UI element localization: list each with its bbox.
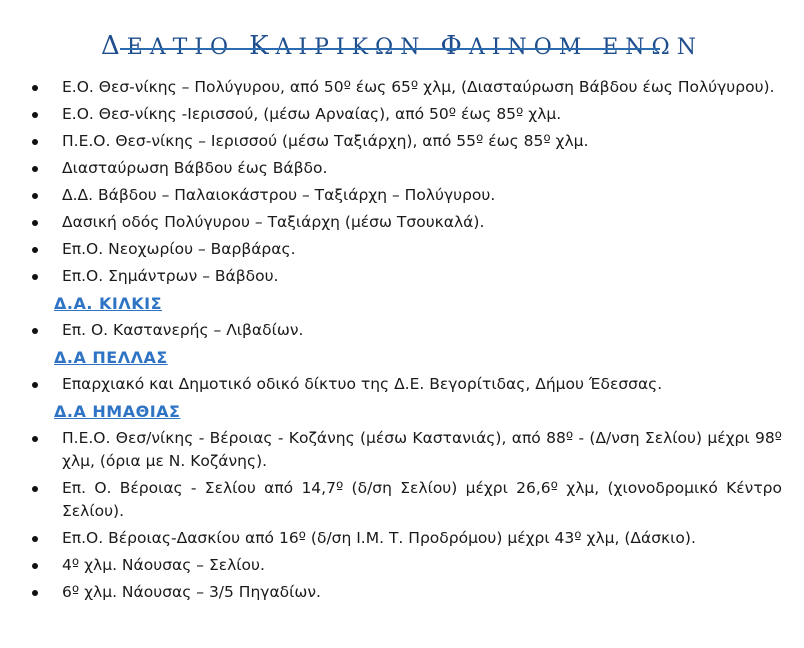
bullet-icon xyxy=(32,139,38,145)
list-item xyxy=(26,581,782,604)
list-item xyxy=(26,103,782,126)
title-letter-2: Κ xyxy=(249,30,276,61)
list-item xyxy=(26,477,782,523)
list-item-text: Π.Ε.Ο. Θεσ/νίκης - Βέροιας - Κοζάνης (μέσω Καστανιάς), από 88º - (Δ/νση Σελίου) μέχρι 98º χλμ, (όρια με Ν. Κοζάνης). xyxy=(62,429,782,470)
section-heading-pellas: Δ.Α ΠΕΛΛΑΣ xyxy=(54,348,168,367)
section-list-1 xyxy=(26,76,782,288)
list-item xyxy=(26,130,782,153)
list-item xyxy=(26,265,782,288)
list-item xyxy=(26,527,782,550)
list-item-text: Επαρχιακό και Δημοτικό οδικό δίκτυο της Δ.Ε. Βεγορίτιδας, Δήμου Έδεσσας. xyxy=(62,375,663,393)
list-item-text: Επ.Ο. Βέροιας-Δασκίου από 16º (δ/ση Ι.Μ. Τ. Προδρόμου) μέχρι 43º χλμ, (Δάσκιο). xyxy=(62,529,696,547)
bullet-icon xyxy=(32,274,38,280)
bullet-icon xyxy=(32,166,38,172)
section-list-pellas xyxy=(26,373,782,396)
bullet-icon xyxy=(32,193,38,199)
bulletin-content xyxy=(26,76,782,608)
title-part-2: ΑΙΡΙΚΩΝ xyxy=(275,34,427,60)
bullet-icon xyxy=(32,436,38,442)
list-item-text: Διασταύρωση Βάβδου έως Βάβδο. xyxy=(62,159,328,177)
list-item-text: Ε.Ο. Θεσ-νίκης – Πολύγυρου, από 50º έως 65º χλμ, (Διασταύρωση Βάβδου έως Πολύγυρου). xyxy=(62,78,775,96)
section-list-imathias xyxy=(26,427,782,604)
title-letter-3: Φ xyxy=(440,30,469,61)
bullet-icon xyxy=(32,536,38,542)
section-list-kilkis xyxy=(26,319,782,342)
bullet-icon xyxy=(32,85,38,91)
list-item-text: 6º χλμ. Νάουσας – 3/5 Πηγαδίων. xyxy=(62,583,321,601)
document-title xyxy=(0,31,804,61)
title-part-1: ΕΛΤΙΟ xyxy=(126,34,236,60)
title-letter-1: Δ xyxy=(100,30,127,61)
bullet-icon xyxy=(32,220,38,226)
section-heading-kilkis: Δ.Α. ΚΙΛΚΙΣ xyxy=(54,294,163,313)
list-item xyxy=(26,319,782,342)
title-underline xyxy=(120,48,660,50)
bullet-icon xyxy=(32,382,38,388)
bullet-icon xyxy=(32,328,38,334)
list-item-text: Επ. Ο. Βέροιας - Σελίου από 14,7º (δ/ση Σελίου) μέχρι 26,6º χλμ, (χιονοδρομικό Κέντρο Σελίου). xyxy=(62,479,782,520)
list-item xyxy=(26,76,782,99)
list-item xyxy=(26,211,782,234)
list-item-text: Επ.Ο. Σημάντρων – Βάβδου. xyxy=(62,267,279,285)
list-item xyxy=(26,157,782,180)
bullet-icon xyxy=(32,247,38,253)
bullet-icon xyxy=(32,112,38,118)
bullet-icon xyxy=(32,486,38,492)
section-heading-imathias: Δ.Α ΗΜΑΘΙΑΣ xyxy=(54,402,181,421)
list-item xyxy=(26,373,782,396)
list-item xyxy=(26,184,782,207)
list-item xyxy=(26,427,782,473)
list-item-text: Δ.Δ. Βάβδου – Παλαιοκάστρου – Ταξιάρχη – Πολύγυρου. xyxy=(62,186,496,204)
list-item-text: Δασική οδός Πολύγυρου – Ταξιάρχη (μέσω Τσουκαλά). xyxy=(62,213,485,231)
bullet-icon xyxy=(32,563,38,569)
list-item-text: Επ.Ο. Νεοχωρίου – Βαρβάρας. xyxy=(62,240,296,258)
list-item-text: Ε.Ο. Θεσ-νίκης -Ιερισσού, (μέσω Αρναίας), από 50º έως 85º χλμ. xyxy=(62,105,562,123)
list-item xyxy=(26,238,782,261)
title-part-3: ΑΙΝΟΜ ΕΝΩΝ xyxy=(468,34,704,60)
list-item-text: Π.Ε.Ο. Θεσ-νίκης – Ιερισσού (μέσω Ταξιάρχη), από 55º έως 85º χλμ. xyxy=(62,132,589,150)
list-item-text: Επ. Ο. Καστανερής – Λιβαδίων. xyxy=(62,321,304,339)
list-item xyxy=(26,554,782,577)
list-item-text: 4º χλμ. Νάουσας – Σελίου. xyxy=(62,556,265,574)
bullet-icon xyxy=(32,590,38,596)
